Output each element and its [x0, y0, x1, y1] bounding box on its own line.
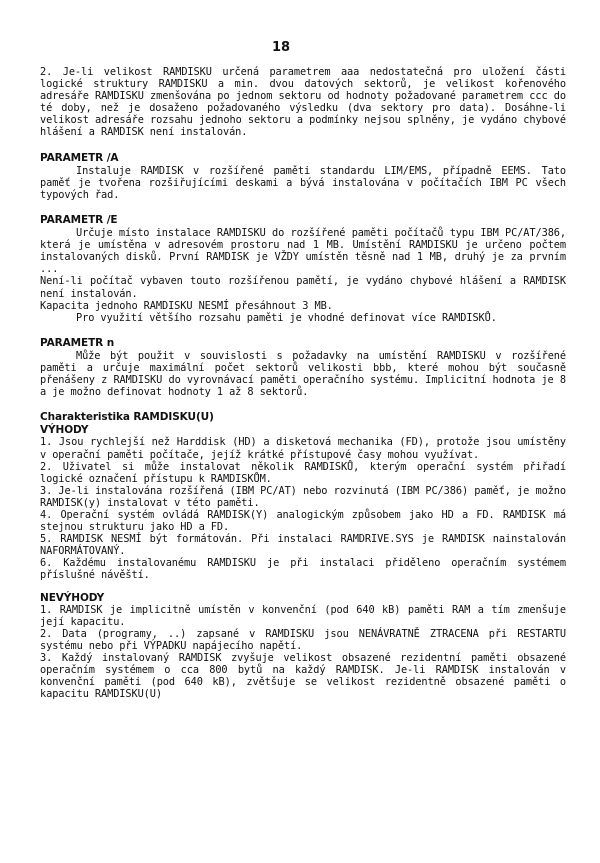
parameter-a-text: Instaluje RAMDISK v rozšířené paměti standardu LIM/EMS, případně EEMS. Tato paměť je tvořena rozšiřujícími deskami a bývá instalována v počítačích IBM PC všech typových řad.: [40, 164, 566, 201]
disadvantage-item: 2. Data (programy, ..) zapsané v RAMDISKU jsou NENÁVRATNĚ ZTRACENA při RESTARTU systému nebo při VÝPADKU napájecího napětí.: [40, 627, 566, 652]
parameter-e-text-2: Není-li počítač vybaven touto rozšířenou pamětí, je vydáno chybové hlášení a RAMDISK není instalován.: [40, 275, 566, 300]
heading-parameter-n: PARAMETR n: [40, 336, 115, 349]
section-parameter-e: [40, 214, 566, 324]
disadvantage-item: 1. RAMDISK je implicitně umístěn v konvenční (pod 640 kB) paměti RAM a tím zmenšuje její kapacitu.: [40, 603, 566, 628]
parameter-e-text-4: Pro využití většího rozsahu paměti je vhodné definovat více RAMDISKŮ.: [76, 311, 497, 324]
advantage-item: 6. Každému instalovanému RAMDISKU je při instalaci přiděleno operačním systémem příslušné návěští.: [40, 557, 566, 582]
advantage-item: 3. Je-li instalována rozšířená (IBM PC/AT) nebo rozvinutá (IBM PC/386) paměť, je možno RAMDISK(y) instalovat v této paměti.: [40, 484, 566, 509]
heading-parameter-a: PARAMETR /A: [40, 151, 119, 164]
parameter-n-text: Může být použit v souvislosti s požadavky na umístění RAMDISKU v rozšířené paměti a určuje maximální počet sektorů velikosti bbb, které mohou být současně přenášeny z RAMDISKU do vyrovnávací paměti operačního systému. Implicitní hodnota je 8 a je možno definovat hodnoty 1 až 8 sektorů.: [40, 349, 566, 399]
section-characteristics: [40, 411, 566, 700]
page-content: [40, 66, 566, 700]
advantage-item: 2. Uživatel si může instalovat několik RAMDISKŮ, kterým operační systém přiřadí logické označení přístupu k RAMDISKŮM.: [40, 460, 566, 485]
advantage-item: 4. Operační systém ovládá RAMDISK(Y) analogickým způsobem jako HD a FD. RAMDISK má stejnou strukturu jako HD a FD.: [40, 509, 566, 534]
heading-characteristics: Charakteristika RAMDISKU(U): [40, 411, 214, 424]
heading-disadvantages: NEVÝHODY: [40, 591, 105, 604]
section-parameter-n: [40, 337, 566, 398]
section-parameter-a: [40, 152, 566, 201]
heading-advantages: VÝHODY: [40, 424, 89, 437]
intro-paragraph: 2. Je-li velikost RAMDISKU určená parametrem aaa nedostatečná pro uložení části logické struktury RAMDISKU a min. dvou datových sektorů, je velikost kořenového adresáře RAMDISKU zmenšována po jednom sektoru od hodnoty požadované parametrem ccc do té doby, než je dosaženo požadovaného výsledku (dva sektory pro data). Dosáhne-li velikost adresáře rozsahu jednoho sektoru a podmínky nejsou splněny, je vydáno chybové hlášení a RAMDISK není instalován.: [40, 66, 566, 139]
disadvantage-item: 3. Každý instalovaný RAMDISK zvyšuje velikost obsazené rezidentní paměti obsazené operačním systémem o cca 800 bytů na každý RAMDISK. Je-li RAMDISK instalován v konvenční paměti (pod 640 kB), zvětšuje se velikost rezidentně obsazené paměti o kapacitu RAMDISKU(U): [40, 652, 566, 701]
advantage-item: 1. Jsou rychlejší než Harddisk (HD) a disketová mechanika (FD), protože jsou umístěny v operační paměti počítače, jejíž krátké přístupové časy mohou využívat.: [40, 436, 566, 461]
advantage-item: 5. RAMDISK NESMÍ být formátován. Při instalaci RAMDRIVE.SYS je RAMDISK nainstalován NAFORMÁTOVANÝ.: [40, 533, 566, 558]
parameter-e-text-3: Kapacita jednoho RAMDISKU NESMÍ přesáhnout 3 MB.: [40, 299, 333, 312]
heading-parameter-e: PARAMETR /E: [40, 213, 118, 226]
page-number: 18: [272, 40, 291, 55]
parameter-e-text-1: Určuje místo instalace RAMDISKU do rozšířené paměti počítačů typu IBM PC/AT/386, která je umístěna v adresovém prostoru nad 1 MB. Umístění RAMDISKU je určeno počtem instalovaných disků. První RAMDISK je VŽDY umístěn těsně nad 1 MB, druhý je za prvním ...: [40, 227, 566, 276]
